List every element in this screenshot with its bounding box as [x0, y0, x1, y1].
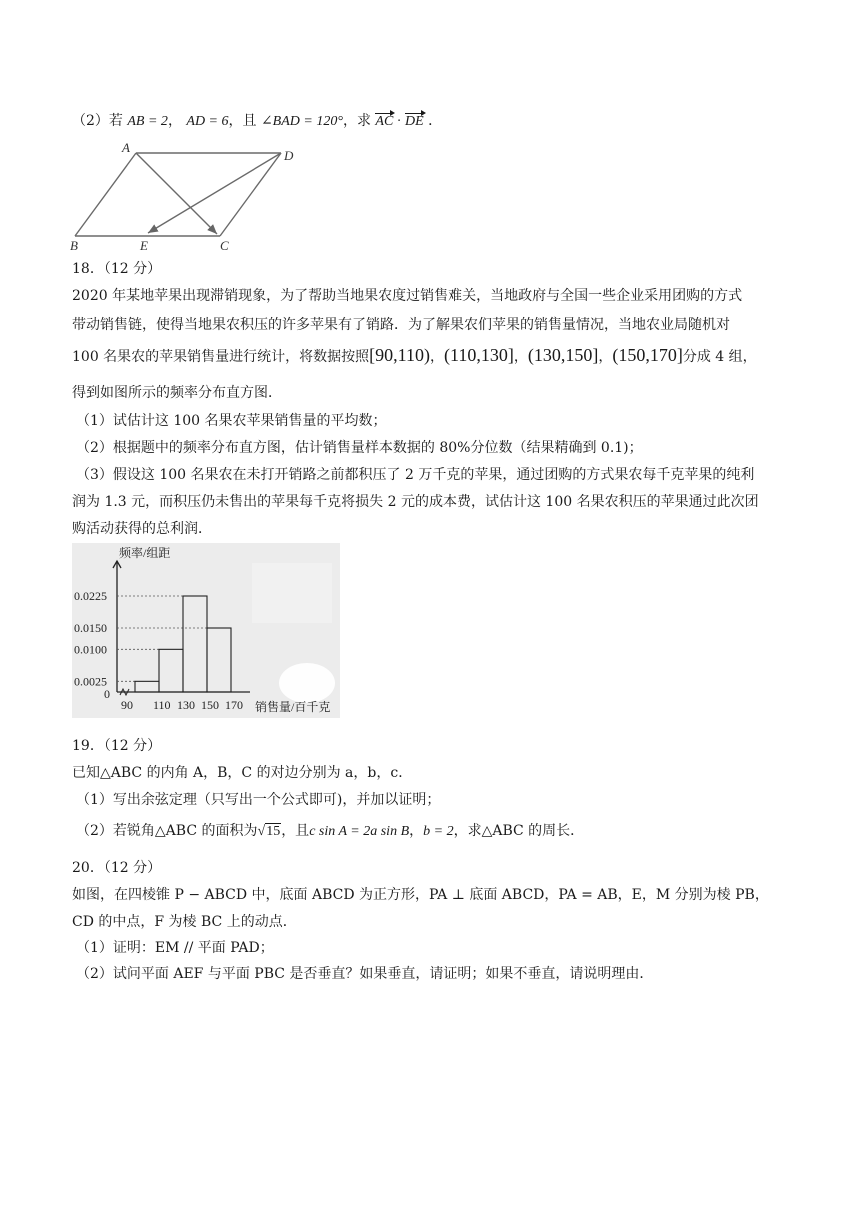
- q17-part2-prefix: （2）若: [72, 113, 123, 129]
- q17-part2: [72, 110, 442, 130]
- x-tick-label: 130: [177, 698, 195, 712]
- q20-s2: （2）试问平面 AEF 与平面 PBC 是否垂直？如果垂直，请证明；如果不垂直，请说明理由．: [76, 966, 654, 982]
- q18-s1: （1）试估计这 100 名果农苹果销售量的平均数；: [76, 413, 387, 429]
- q17-vector-ac: AC: [375, 114, 394, 129]
- y-tick-label: 0.0225: [74, 589, 107, 603]
- edge-cd: [220, 153, 281, 236]
- interval-2: (110,130]: [444, 345, 514, 365]
- q20-s1: （1）证明：EM // 平面 PAD；: [76, 940, 274, 956]
- q17-sep1: ，: [167, 113, 182, 129]
- q18-s2: （2）根据题中的频率分布直方图，估计销售量样本数据的 80%分位数（结果精确到 0.1)；: [76, 440, 643, 456]
- q19-s2b: ，且: [281, 823, 310, 839]
- x-axis-label: 销售量/百千克: [255, 700, 331, 714]
- q19-equation: c sin A = 2a sin B: [309, 824, 410, 839]
- origin-label: 0: [104, 687, 110, 701]
- interval-1: [90,110): [369, 345, 430, 365]
- y-tick-label: 0.0150: [74, 621, 107, 635]
- histogram: [72, 543, 340, 718]
- x-tick-label: 150: [201, 698, 219, 712]
- q18-p3a: 100 名果农的苹果销售量进行统计，将数据按照: [72, 349, 370, 365]
- q18-p1: 2020 年某地苹果出现滞销现象，为了帮助当地果农度过销售难关，当地政府与全国一些企业采用团购的方式: [72, 288, 743, 304]
- interval-3: (130,150]: [527, 345, 599, 365]
- x-tick-label: 170: [225, 698, 243, 712]
- y-tick-label: 0.0025: [74, 674, 107, 689]
- label-d: D: [284, 148, 294, 163]
- q19-p1: 已知△ABC 的内角 A，B，C 的对边分别为 a，b，c．: [72, 765, 413, 781]
- q18-s3b: 润为 1.3 元，而积压仍未售出的苹果每千克将损失 2 元的成本费，试估计这 100 名果农积压的苹果通过此次团: [72, 494, 759, 510]
- label-a: A: [122, 140, 130, 155]
- q19-s2d: ，求△ABC 的周长．: [453, 823, 585, 839]
- q18-p3: [72, 345, 757, 366]
- q20-p1: 如图，在四棱锥 P − ABCD 中，底面 ABCD 为正方形，PA ⊥ 底面 ABCD，PA = AB，E，M 分别为棱 PB，: [72, 887, 769, 903]
- y-axis-label: 频率/组距: [119, 546, 171, 560]
- label-b: B: [70, 238, 78, 253]
- q20-p2: CD 的中点，F 为棱 BC 上的动点．: [72, 914, 297, 930]
- q19-s2c: ，: [409, 823, 424, 839]
- q18-s3c: 购活动获得的总利润．: [72, 521, 212, 537]
- q19-s1: （1）写出余弦定理（只写出一个公式即可)，并加以证明；: [76, 792, 441, 808]
- q17-vector-de: DE: [404, 114, 424, 129]
- q18-p4: 得到如图所示的频率分布直方图．: [72, 385, 282, 401]
- q18-header: 18．（12 分）: [72, 261, 162, 277]
- q19-s2a: （2）若锐角△ABC 的面积为: [76, 823, 258, 839]
- y-tick-label: 0.0100: [74, 642, 107, 657]
- q17-ab-eq: AB = 2: [127, 114, 168, 129]
- vector-de-arrow: [148, 153, 281, 233]
- q20-header: 20．（12 分）: [72, 860, 162, 876]
- q17-dot: ·: [393, 114, 405, 129]
- q18-sep-c: ，: [598, 349, 613, 365]
- vector-ac-arrow: [136, 153, 217, 234]
- histogram-svg: [72, 543, 340, 718]
- q18-p3b: 分成 4 组，: [682, 349, 757, 365]
- q18-sep-a: ，: [430, 349, 444, 365]
- q19-s2: （2）若锐角△ABC 的面积为√15，且c sin A = 2a sin B，b = 2，求△ABC 的周长．: [76, 823, 585, 839]
- q18-s3a: （3）假设这 100 名果农在未打开销路之前都积压了 2 万千克的苹果，通过团购的方式果农每千克苹果的纯利: [76, 467, 755, 483]
- q19-header: 19．（12 分）: [72, 738, 162, 754]
- label-e: E: [140, 238, 148, 253]
- q17-sep3: ，求: [342, 113, 371, 129]
- edge-ab: [75, 153, 136, 236]
- q17-angle-eq: ∠BAD = 120°: [260, 114, 343, 129]
- x-tick-label: 110: [153, 698, 171, 712]
- q17-end: ．: [428, 113, 443, 129]
- q18-p2: 带动销售链，使得当地果农积压的许多苹果有了销路．为了解果农们苹果的销售量情况，当地农业局随机对: [72, 317, 730, 333]
- q17-ad-eq: AD = 6: [186, 114, 229, 129]
- q18-sep-b: ，: [513, 349, 528, 365]
- q19-b-eq: b = 2: [423, 824, 454, 839]
- parallelogram-figure: [60, 140, 310, 255]
- sqrt-value: 15: [266, 824, 281, 839]
- q17-sep2: ，且: [228, 113, 257, 129]
- interval-4: (150,170]: [612, 345, 683, 365]
- x-tick-label: 90: [121, 698, 133, 712]
- label-c: C: [220, 238, 229, 253]
